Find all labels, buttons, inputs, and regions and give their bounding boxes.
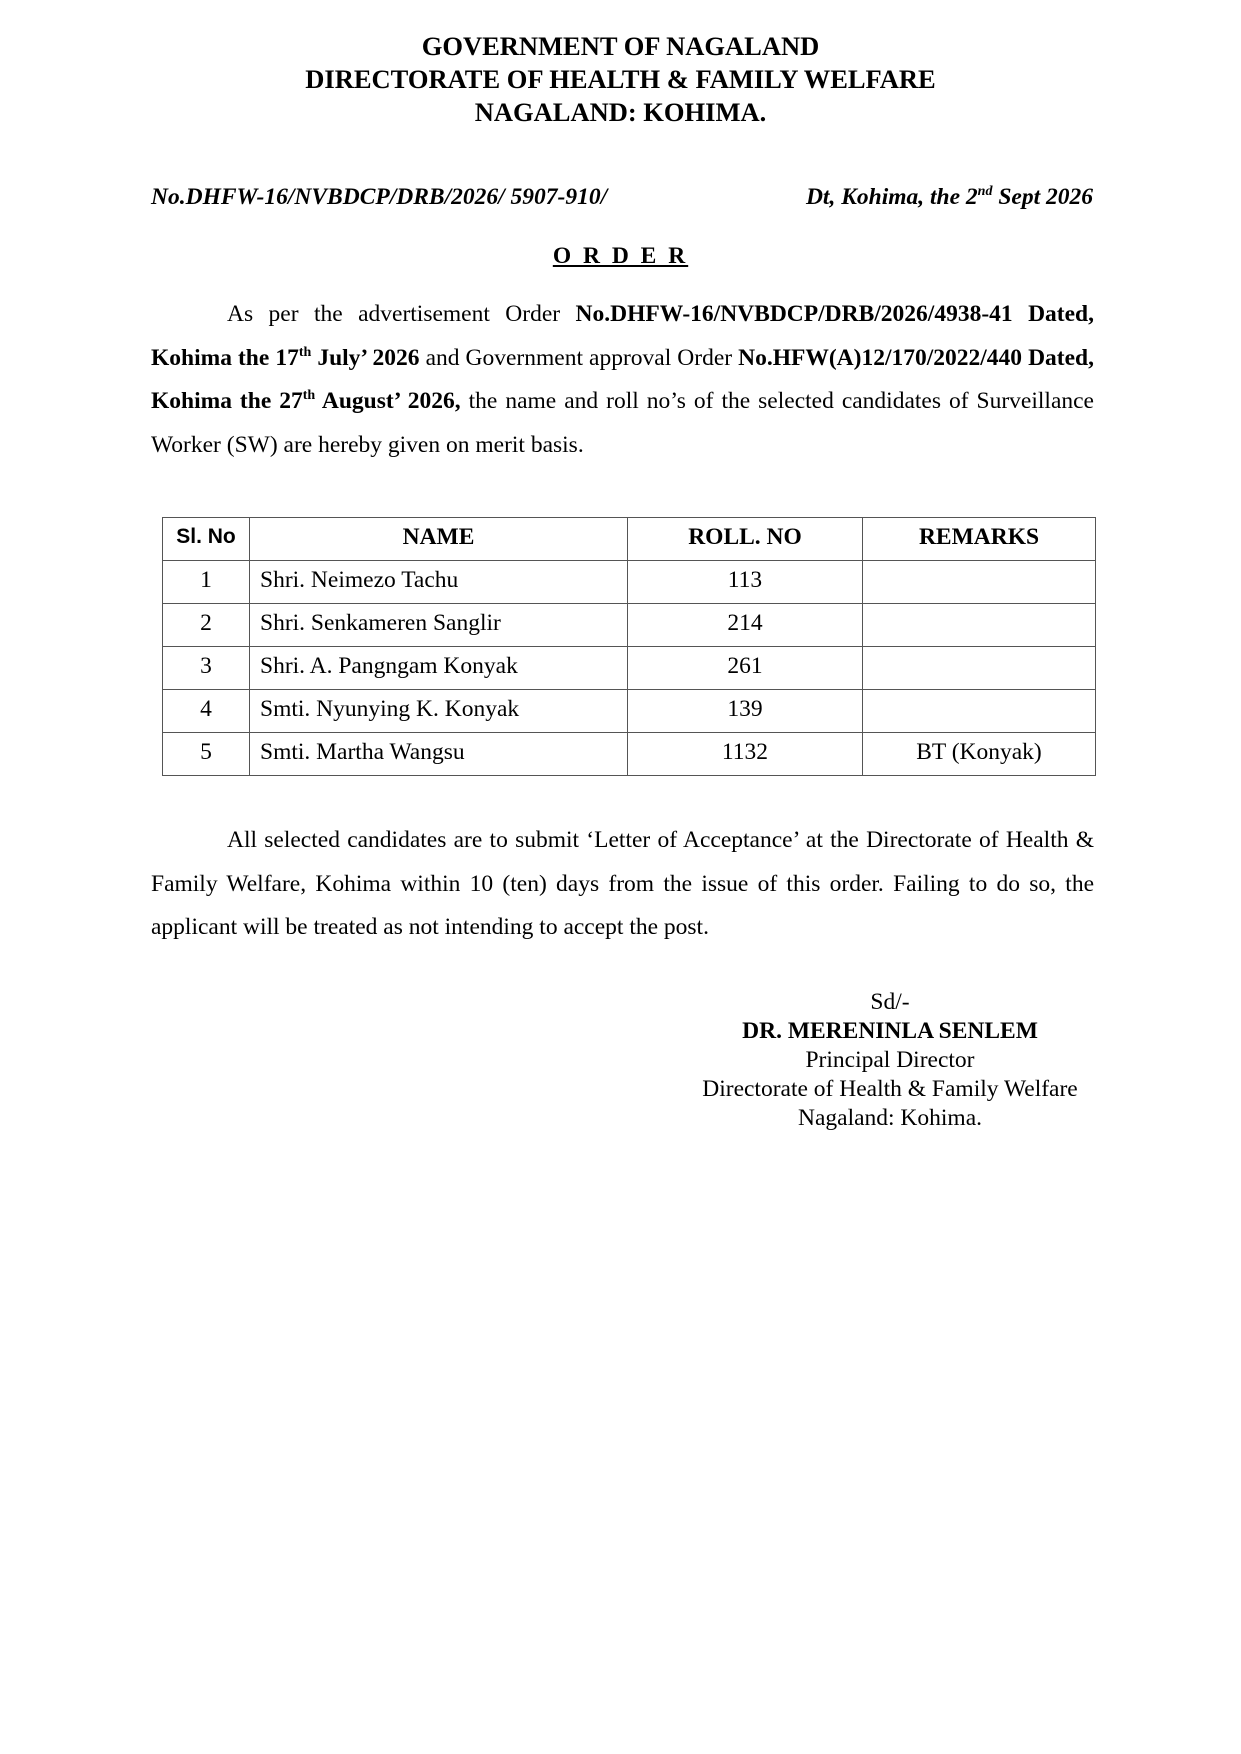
cell-name: Shri. Neimezo Tachu [250, 561, 628, 604]
cell-name: Smti. Martha Wangsu [250, 733, 628, 776]
cell-name: Shri. A. Pangngam Konyak [250, 647, 628, 690]
para1-text-1: As per the advertisement Order [227, 301, 576, 327]
cell-sl-no: 2 [163, 604, 250, 647]
order-date-ordinal: nd [977, 184, 993, 200]
cell-roll-no: 113 [628, 561, 863, 604]
table-row [163, 733, 1096, 776]
cell-remarks [863, 690, 1096, 733]
cell-name: Shri. Senkameren Sanglir [250, 604, 628, 647]
order-date [806, 184, 1093, 211]
table-row [163, 690, 1096, 733]
selected-candidates-table [162, 517, 1096, 776]
table-row [163, 561, 1096, 604]
advertisement-order-ref: No.DHFW-16/NVBDCP/DRB/2026/4938-41 Dated, Kohima the 17th July’ 2026 [151, 301, 1094, 371]
order-paragraph-2: All selected candidates are to submit ‘Letter of Acceptance’ at the Directorate of Health & Family Welfare, Kohima within 10 (ten) days from the issue of this order. Failing to do so, the applicant will be treated as not intending to accept the post. [151, 827, 1094, 940]
cell-name: Smti. Nyunying K. Konyak [250, 690, 628, 733]
para1-text-2: and Government approval Order [419, 344, 739, 371]
letterhead-government: GOVERNMENT OF NAGALAND [421, 31, 820, 61]
letterhead-directorate: DIRECTORATE OF HEALTH & FAMILY WELFARE [305, 64, 936, 94]
letterhead-location: NAGALAND: KOHIMA. [474, 97, 767, 127]
signatory-name: DR. MERENINLA SENLEM [742, 1018, 1038, 1044]
cell-roll-no: 214 [628, 604, 863, 647]
signatory-place: Nagaland: Kohima. [797, 1105, 983, 1131]
header-sl-no: Sl. No [163, 518, 250, 561]
approval-order-ref: No.HFW(A)12/170/2022/440 Dated, Kohima the 27th August’ 2026, [151, 344, 1094, 414]
table-row [163, 647, 1096, 690]
order-date-suffix: Sept 2026 [992, 184, 1093, 210]
cell-remarks [863, 561, 1096, 604]
cell-roll-no: 261 [628, 647, 863, 690]
cell-sl-no: 3 [163, 647, 250, 690]
cell-remarks [863, 604, 1096, 647]
order-paragraph-1 [151, 293, 1094, 467]
cell-sl-no: 1 [163, 561, 250, 604]
cell-sl-no: 4 [163, 690, 250, 733]
cell-sl-no: 5 [163, 733, 250, 776]
reference-line [151, 184, 1093, 218]
signatory-office: Directorate of Health & Family Welfare [702, 1076, 1078, 1102]
cell-roll-no: 1132 [628, 733, 863, 776]
order-date-prefix: Dt, Kohima, the 2 [805, 184, 978, 210]
table-header-row [163, 518, 1096, 561]
signatory-designation: Principal Director [805, 1047, 975, 1073]
table-row [163, 604, 1096, 647]
order-title: O R D E R [552, 243, 689, 269]
cell-remarks: BT (Konyak) [863, 733, 1096, 776]
signature-block [640, 988, 1140, 1133]
para1-text-3: the name and roll no’s of the selected candidates of Surveillance Worker (SW) are hereby given on merit basis. [151, 388, 1094, 458]
header-roll-no: ROLL. NO [628, 518, 863, 561]
signature-sd: Sd/- [870, 989, 910, 1015]
letterhead [0, 30, 1241, 129]
cell-remarks [863, 647, 1096, 690]
header-name: NAME [250, 518, 628, 561]
reference-number: No.DHFW-16/NVBDCP/DRB/2026/ 5907-910/ [151, 184, 608, 210]
cell-roll-no: 139 [628, 690, 863, 733]
header-remarks: REMARKS [863, 518, 1096, 561]
